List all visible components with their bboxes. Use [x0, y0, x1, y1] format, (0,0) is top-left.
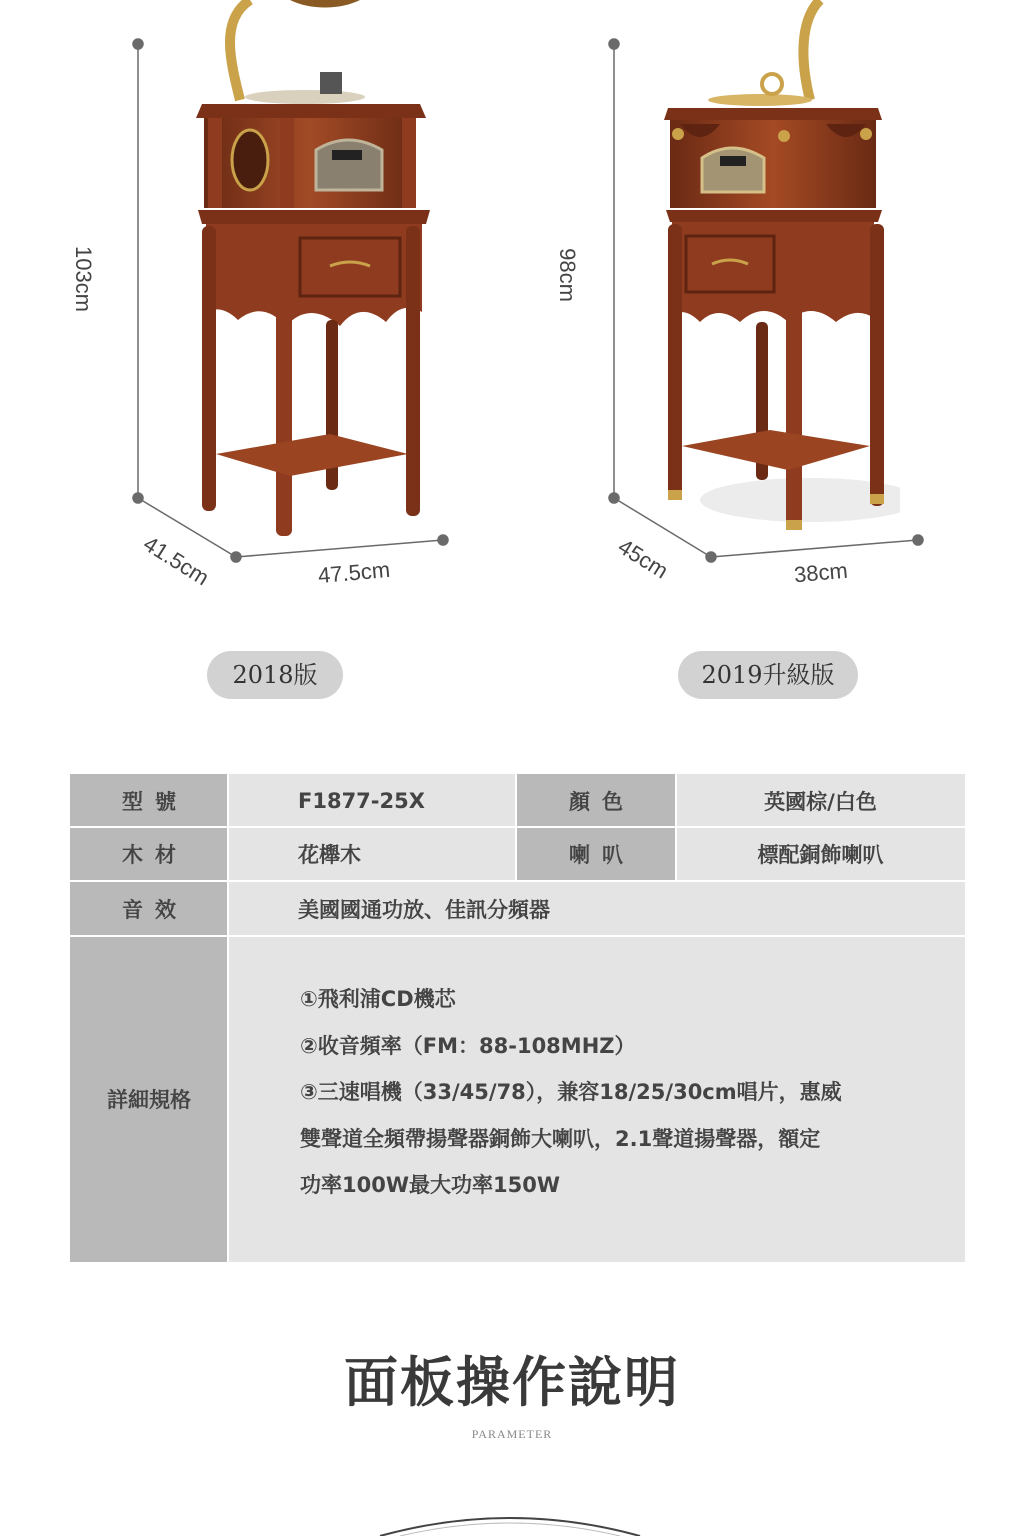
sound-label: 音效 [70, 881, 228, 936]
color-value: 英國棕/白色 [676, 774, 965, 827]
detail-line-2: ②收音頻率（FM：88-108MHZ） [300, 1033, 636, 1058]
detail-line-5: 功率100W最大功率150W [300, 1173, 560, 1197]
detail-label: 詳細規格 [70, 936, 228, 1262]
gramophone-2019-image [660, 0, 900, 540]
table-divider [70, 826, 965, 828]
detail-line-3: ③三速唱機（33/45/78），兼容18/25/30cm唱片，惠威 [300, 1080, 842, 1104]
left-width-label: 47.5cm [317, 556, 392, 589]
right-width-label: 38cm [792, 557, 849, 588]
table-divider [227, 774, 229, 1262]
table-divider [70, 880, 965, 882]
wood-label: 木材 [70, 827, 228, 881]
wood-value: 花櫸木 [228, 827, 516, 881]
table-divider [515, 774, 517, 881]
horn-value: 標配銅飾喇叭 [676, 827, 965, 881]
panel-outline-decoration [370, 1508, 650, 1536]
detail-line-4: 雙聲道全頻帶揚聲器銅飾大喇叭，2.1聲道揚聲器，額定 [300, 1126, 821, 1151]
detail-line-1: ①飛利浦CD機芯 [300, 987, 456, 1011]
model-label: 型號 [70, 774, 228, 827]
version-2018-badge: 2018版 [207, 651, 343, 699]
detail-value [228, 936, 965, 1262]
right-depth-label: 45cm [613, 533, 673, 584]
spec-table [70, 774, 965, 1262]
horn-label: 喇叭 [516, 827, 676, 881]
model-value: F1877-25X [228, 774, 516, 827]
sound-value: 美國國通功放、佳訊分頻器 [228, 881, 965, 936]
left-depth-label: 41.5cm [139, 530, 214, 591]
section-title: 面板操作說明 [344, 1350, 680, 1414]
section-subtitle: PARAMETER [471, 1427, 553, 1441]
version-2019-badge: 2019升級版 [678, 651, 858, 699]
right-height-label: 98cm [554, 248, 580, 302]
gramophone-2018-image [190, 0, 440, 545]
color-label: 顏色 [516, 774, 676, 827]
table-divider [675, 774, 677, 881]
left-height-label: 103cm [71, 245, 97, 313]
table-divider [70, 935, 965, 937]
